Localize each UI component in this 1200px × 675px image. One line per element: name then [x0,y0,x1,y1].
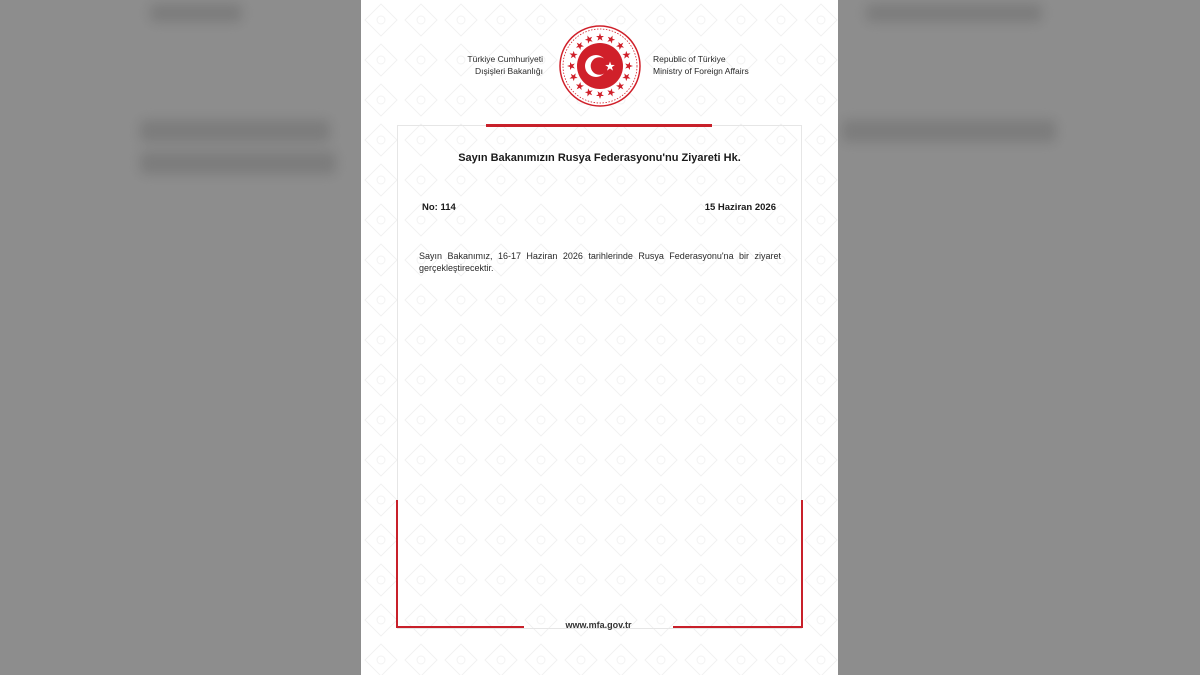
frame-accent-top [486,124,712,127]
frame-accent-bottom-right [673,626,803,628]
frame-accent-left [396,500,398,628]
document-title: Sayın Bakanımızın Rusya Federasyonu'nu Ziyareti Hk. [458,152,741,164]
org-name-turkish [467,53,543,77]
org-name-turkish-line2: Dışişleri Bakanlığı [474,66,543,76]
document-date: 15 Haziran 2026 [704,202,776,213]
footer-website-link[interactable]: www.mfa.gov.tr [565,620,632,630]
document-sheet [361,0,838,675]
letterhead [361,22,838,112]
document-number: No: 114 [422,202,456,213]
org-name-turkish-line1: Türkiye Cumhuriyeti [467,54,543,64]
org-name-english [653,53,749,77]
document-frame [397,125,802,629]
frame-accent-right [801,500,803,628]
org-name-english-line2: Ministry of Foreign Affairs [653,66,749,76]
star-crescent-emblem-icon [558,24,642,108]
frame-accent-bottom-left [396,626,524,628]
org-name-english-line1: Republic of Türkiye [653,54,726,64]
document-body: Sayın Bakanımız, 16-17 Haziran 2026 tarihlerinde Rusya Federasyonu'na bir ziyaret gerçekleştirecektir. [419,251,781,273]
